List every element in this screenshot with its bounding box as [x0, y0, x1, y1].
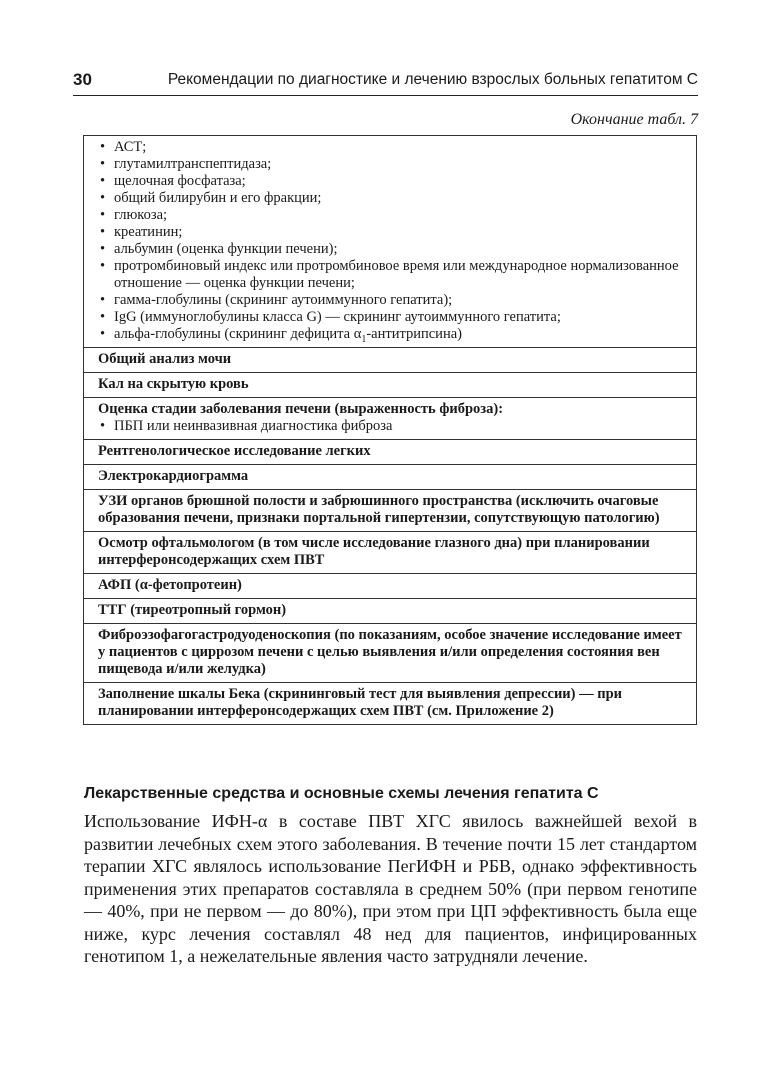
xray-cell: Рентгенологическое исследование легких: [84, 440, 697, 465]
body-paragraph: Использование ИФН-α в составе ПВТ ХГС явилось важнейшей вехой в развитии лечебных схем этого заболевания. В течение почти 15 лет стандартом терапии ХГС являлось использование ПегИФН и РБВ, однако эффективность применения этих препаратов составляла в среднем 50% (при первом генотипе — 40%, при не первом — до 80%), при этом при ЦП эффективность была еще ниже, курс лечения составлял 48 нед для пациентов, инфицированных генотипом 1, а нежелательные явления часто затрудняли лечение.: [84, 811, 697, 966]
table-row: [84, 599, 697, 624]
list-item: • протромбиновый индекс или протромбиновое время или международное нормализованное отношение — оценка функции печени;: [98, 258, 686, 292]
table-row: [84, 136, 697, 348]
ecg-cell: Электрокардиограмма: [84, 465, 697, 490]
list-item: • глутамилтранспептидаза;: [98, 156, 686, 173]
alpha-globulins-text: альфа-глобулины (скрининг дефицита α: [114, 326, 362, 342]
afp-cell: АФП (α-фетопротеин): [84, 574, 697, 599]
list-item: • АСТ;: [98, 139, 686, 156]
list-item: • щелочная фосфатаза;: [98, 173, 686, 190]
list-item: • IgG (иммуноглобулины класса G) — скрининг аутоиммунного гепатита;: [98, 309, 686, 326]
lab-tests-list: [98, 139, 686, 343]
header-rule: [73, 95, 698, 96]
ophthalmology-cell: Осмотр офтальмологом (в том числе исследование глазного дна) при планировании интерферонсодержащих схем ПВТ: [84, 532, 697, 574]
list-item: • гамма-глобулины (скрининг аутоиммунного гепатита);: [98, 292, 686, 309]
running-title: Рекомендации по диагностике и лечению взрослых больных гепатитом С: [167, 71, 698, 88]
alpha-subscript: 1: [361, 333, 367, 345]
table-row: [84, 490, 697, 532]
table-row: [84, 532, 697, 574]
section-heading: Лекарственные средства и основные схемы лечения гепатита С: [84, 785, 599, 802]
table-row: [84, 465, 697, 490]
list-item: • глюкоза;: [98, 207, 686, 224]
tsh-cell: ТТГ (тиреотропный гормон): [84, 599, 697, 624]
list-item-alpha-globulins: [98, 326, 686, 343]
list-item: • альбумин (оценка функции печени);: [98, 241, 686, 258]
table-row: [84, 624, 697, 683]
table-row: [84, 373, 697, 398]
list-item: • ПБП или неинвазивная диагностика фиброза: [98, 418, 686, 435]
fibrosis-title: Оценка стадии заболевания печени (выраженность фиброза):: [98, 401, 504, 417]
page-number: 30: [73, 70, 92, 89]
egds-cell: Фиброэзофагогастродуоденоскопия (по показаниям, особое значение исследование имеет у пациентов с циррозом печени с целью выявления и/или определения состояния вен пищевода и/или желудка): [84, 624, 697, 683]
fibrosis-list: [98, 418, 686, 435]
table-row: [84, 440, 697, 465]
alpha-globulins-suffix: -антитрипсина): [366, 326, 462, 342]
stool-test-cell: Кал на скрытую кровь: [84, 373, 697, 398]
table-caption: Окончание табл. 7: [570, 111, 698, 128]
fibrosis-cell: [84, 398, 697, 440]
beck-scale-cell: Заполнение шкалы Бека (скрининговый тест для выявления депрессии) — при планировании интерферонсодержащих схем ПВТ (см. Приложение 2): [84, 683, 697, 725]
table-row: [84, 574, 697, 599]
ultrasound-cell: УЗИ органов брюшной полости и забрюшинного пространства (исключить очаговые образования печени, признаки портальной гипертензии, сопутствующую патологию): [84, 490, 697, 532]
examination-table: [83, 135, 697, 725]
table-row: [84, 683, 697, 725]
lab-tests-cell: [84, 136, 697, 348]
table-row: [84, 398, 697, 440]
running-header: [73, 70, 698, 96]
table-row: [84, 348, 697, 373]
urine-test-cell: Общий анализ мочи: [84, 348, 697, 373]
list-item: • общий билирубин и его фракции;: [98, 190, 686, 207]
list-item: • креатинин;: [98, 224, 686, 241]
